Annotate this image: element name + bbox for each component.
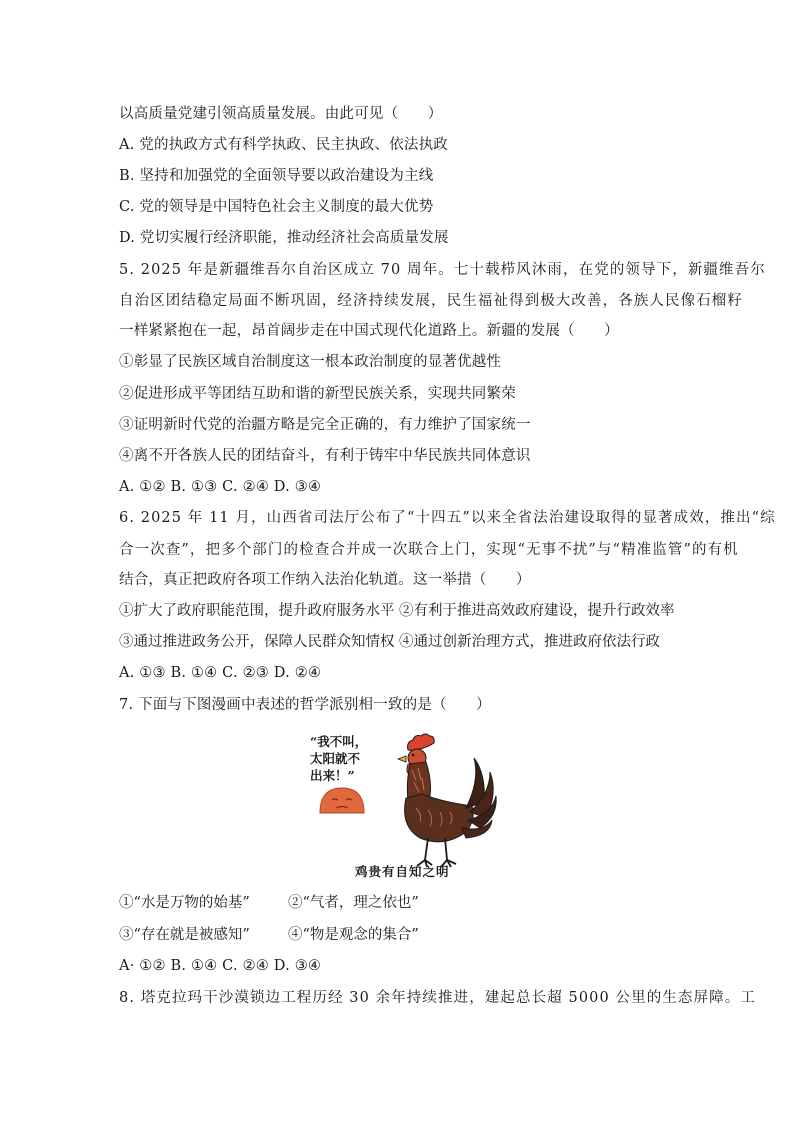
q4-option-a: A. 党的执政方式有科学执政、民主执政、依法执政: [119, 137, 448, 153]
cartoon-caption: 鸡贵有自知之明: [355, 864, 450, 879]
q4-option-b: B. 坚持和加强党的全面领导要以政治建设为主线: [119, 168, 434, 184]
q6-stem-line2: 合一次查”，把多个部门的检查合并成一次联合上门，实现“无事不扰”与“精准监管”的有机: [119, 542, 739, 558]
q5-stem-line2: 自治区团结稳定局面不断巩固，经济持续发展，民生福祉得到极大改善，各族人民像石榴籽: [119, 293, 743, 309]
q5-stem-line3: 一样紧紧抱在一起，昂首阔步走在中国式现代化道路上。新疆的发展（ ）: [119, 323, 619, 339]
q7-answer-options: A· ①② B. ①④ C. ②④ D. ③④: [119, 958, 322, 974]
q7-statement-1: ①“水是万物的始基”: [119, 895, 250, 911]
q8-stem: 8. 塔克拉玛干沙漠锁边工程历经 30 余年持续推进，建起总长超 5000 公里的生态屏障。工: [119, 990, 756, 1006]
speech-line-2: 太阳就不: [310, 751, 361, 766]
q6-statement-4: ④通过创新治理方式，推进政府依法行政: [399, 634, 660, 650]
q5-answer-options: A. ①② B. ①③ C. ②④ D. ③④: [119, 479, 322, 495]
q7-statement-4: ④“物是观念的集合”: [288, 927, 419, 943]
rooster-icon: [398, 734, 496, 867]
speech-line-3: 出来！”: [310, 768, 355, 783]
q6-statement-2: ②有利于推进高效政府建设，提升行政效率: [399, 603, 675, 619]
q7-statement-2: ②“气者，理之依也”: [288, 895, 419, 911]
q4-option-d: D. 党切实履行经济职能，推动经济社会高质量发展: [119, 230, 449, 246]
speech-line-1: “我不叫，: [310, 734, 368, 749]
q7-statement-row2: [119, 925, 519, 945]
q7-statement-row1: [119, 893, 519, 913]
q5-statement-4: ④离不开各族人民的团结奋斗，有利于铸牢中华民族共同体意识: [119, 448, 531, 464]
q4-stem-end: 以高质量党建引领高质量发展。由此可见（ ）: [119, 106, 443, 122]
q6-statement-1: ①扩大了政府职能范围，提升政府服务水平: [119, 603, 395, 619]
q6-stem-line1: 6. 2025 年 11 月，山西省司法厅公布了“十四五”以来全省法治建设取得的显著成效，推出“综: [119, 510, 776, 526]
q4-option-c: C. 党的领导是中国特色社会主义制度的最大优势: [119, 199, 434, 215]
q7-statement-3: ③“存在就是被感知”: [119, 927, 250, 943]
rooster-illustration: [300, 728, 500, 883]
q6-statement-3: ③通过推进政务公开，保障人民群众知情权: [119, 634, 395, 650]
q6-answer-options: A. ①③ B. ①④ C. ②③ D. ②④: [119, 665, 322, 681]
sun-icon: [320, 788, 364, 813]
q5-statement-2: ②促进形成平等团结互助和谐的新型民族关系，实现共同繁荣: [119, 386, 516, 402]
q6-stem-line3: 结合，真正把政府各项工作纳入法治化轨道。这一举措（ ）: [119, 572, 531, 588]
q5-statement-3: ③证明新时代党的治疆方略是完全正确的，有力维护了国家统一: [119, 417, 531, 433]
q6-statement-row2: [119, 632, 679, 652]
q5-statement-1: ①彰显了民族区域自治制度这一根本政治制度的显著优越性: [119, 354, 502, 370]
q7-stem: 7. 下面与下图漫画中表述的哲学派别相一致的是（ ）: [119, 697, 491, 713]
q5-stem-line1: 5. 2025 年是新疆维吾尔自治区成立 70 周年。七十载栉风沐雨，在党的领导下，新疆维吾尔: [119, 262, 766, 278]
q6-statement-row1: [119, 601, 679, 621]
